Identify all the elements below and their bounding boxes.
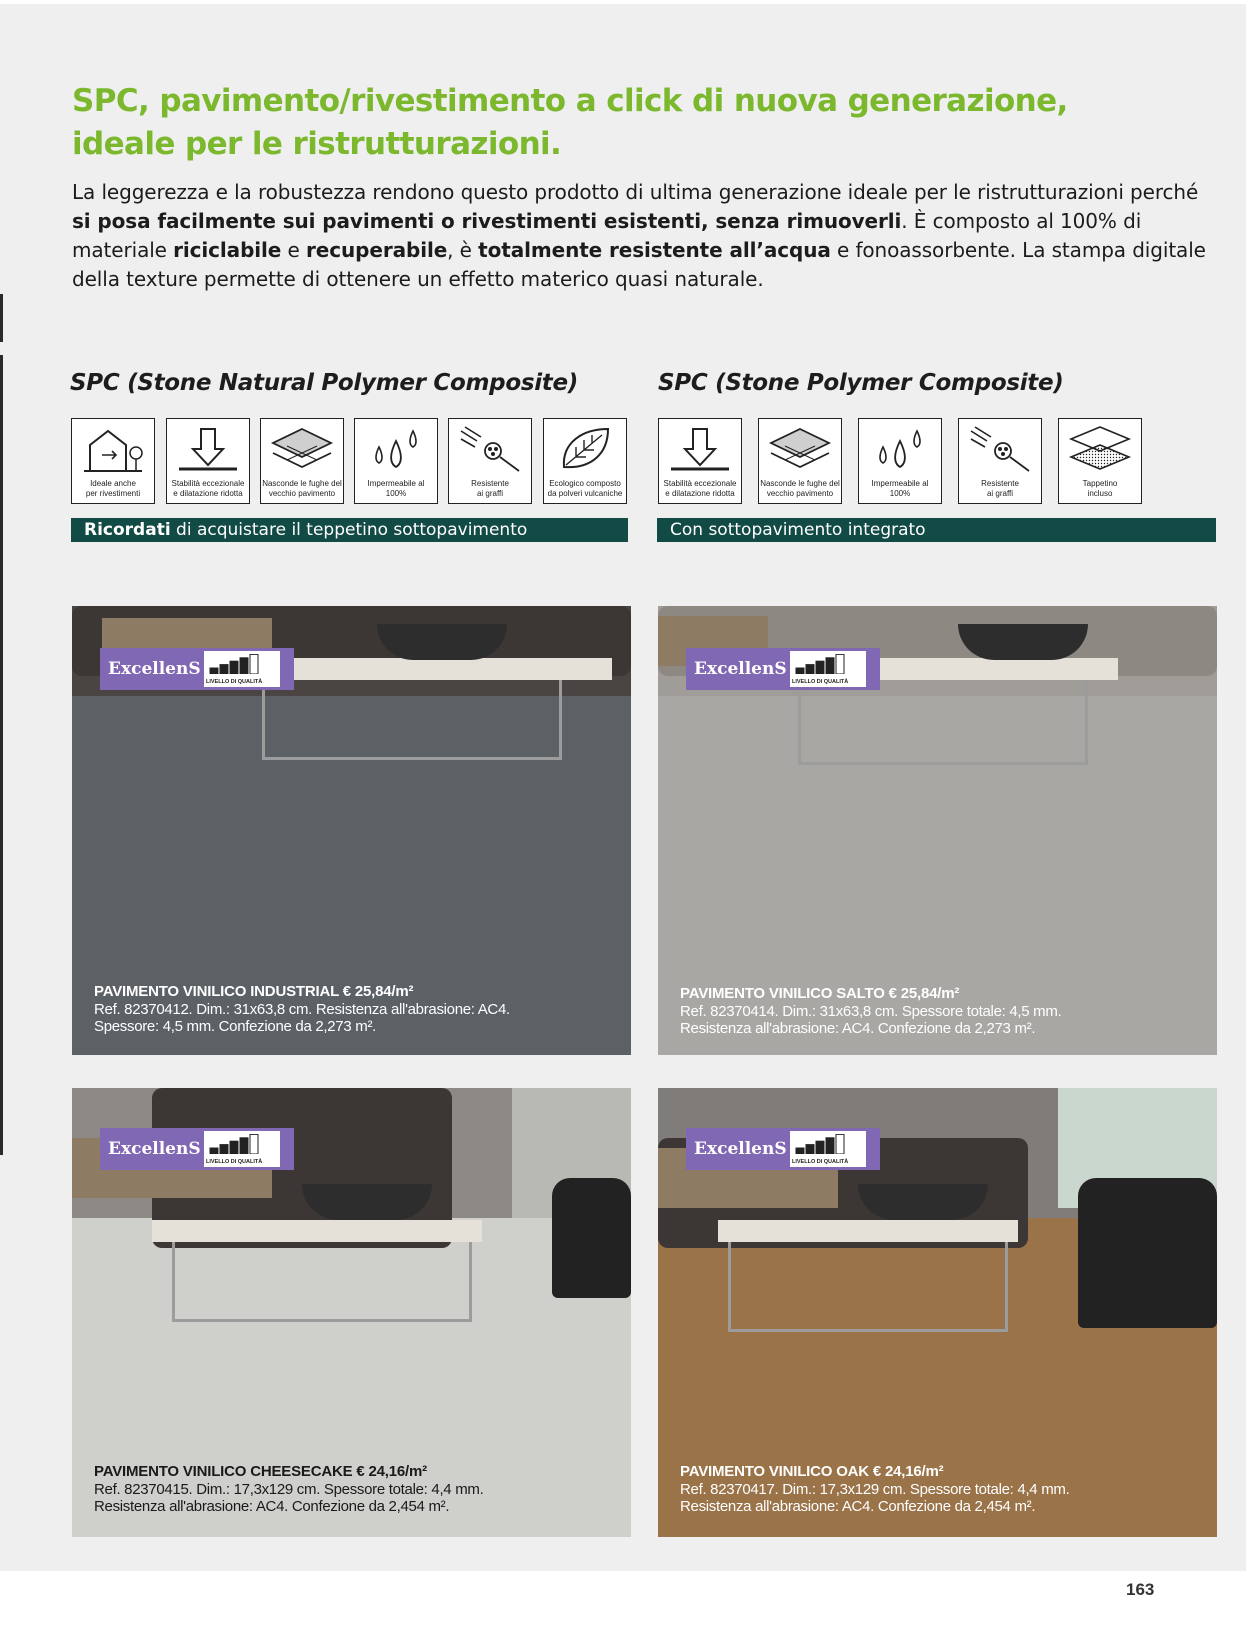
quality-bar	[210, 1148, 218, 1154]
table-legs	[728, 1242, 1008, 1332]
feature-waterproof	[354, 418, 438, 504]
quality-bar	[836, 1134, 844, 1154]
feature-label: per rivestimenti	[85, 489, 141, 498]
page-number: 163	[1126, 1580, 1155, 1599]
product-name: PAVIMENTO VINILICO OAK € 24,16/m²	[680, 1463, 944, 1480]
intro-bold: si posa facilmente sui pavimenti o rivestimenti esistenti, senza rimuoverli	[72, 209, 902, 233]
feature-scratch	[958, 418, 1042, 504]
intro-text: La leggerezza e la robustezza rendono questo prodotto di ultima generazione ideale per le ristrutturazioni perché	[72, 180, 1199, 204]
product-desc: Ref. 82370414. Dim.: 31x63,8 cm. Spessore totale: 4,5 mm.	[680, 1003, 1062, 1020]
title-line-1: SPC, pavimento/rivestimento a click di nuova generazione,	[72, 83, 1068, 119]
paw-scratch-icon	[967, 423, 1033, 475]
excellens-badge	[686, 648, 880, 690]
armchair	[552, 1178, 631, 1298]
feature-label: Stabilità eccezionale	[171, 479, 245, 488]
feature-hide-joints	[260, 418, 344, 504]
product-caption	[94, 1462, 617, 1515]
feature-wall	[71, 418, 155, 504]
product-card-salto	[658, 606, 1217, 1055]
quality-level	[204, 651, 280, 687]
quality-bar	[230, 1141, 238, 1154]
quality-bar	[796, 668, 804, 674]
paw-scratch-icon	[457, 423, 523, 475]
right-info-band	[657, 518, 1216, 542]
feature-stability	[166, 418, 250, 504]
house-wall-icon	[80, 423, 146, 475]
arrow-down-stability-icon	[667, 423, 733, 475]
product-caption	[680, 1462, 1203, 1515]
product-desc: Spessore: 4,5 mm. Confezione da 2,273 m².	[94, 1018, 377, 1035]
table-legs	[172, 1242, 472, 1322]
quality-bars-icon	[208, 1134, 262, 1154]
decor-bowl	[302, 1184, 432, 1220]
feature-scratch	[448, 418, 532, 504]
feature-label: 100%	[385, 489, 407, 498]
product-desc: Ref. 82370417. Dim.: 17,3x129 cm. Spessore totale: 4,4 mm.	[680, 1481, 1070, 1498]
feature-waterproof	[858, 418, 942, 504]
coffee-table	[718, 1220, 1018, 1242]
badge-brand: ExcellenS	[694, 1139, 787, 1159]
edge-marker	[0, 355, 3, 1155]
feature-stability	[658, 418, 742, 504]
left-section-heading: SPC (Stone Natural Polymer Composite)	[70, 370, 578, 396]
intro-text: , è	[447, 238, 479, 262]
quality-bar	[826, 658, 834, 674]
feature-label: e dilatazione ridotta	[173, 489, 243, 498]
quality-bar	[250, 654, 258, 674]
quality-bars-icon	[208, 654, 262, 674]
quality-level	[204, 1131, 280, 1167]
quality-bar	[806, 665, 814, 674]
badge-brand: ExcellenS	[694, 659, 787, 679]
quality-bar	[220, 1145, 228, 1154]
armchair	[1078, 1178, 1217, 1328]
excellens-badge	[100, 1128, 294, 1170]
feature-underlay	[1058, 418, 1142, 504]
right-section-heading: SPC (Stone Polymer Composite)	[658, 370, 1064, 396]
feature-label: da polveri vulcaniche	[547, 489, 623, 498]
layers-icon	[269, 423, 335, 475]
quality-level	[790, 651, 866, 687]
band-text: di acquistare il teppetino sottopavimento	[170, 520, 528, 540]
feature-label: Ideale anche	[90, 479, 136, 488]
feature-hide-joints	[758, 418, 842, 504]
quality-bars-icon	[794, 1134, 848, 1154]
excellens-badge	[100, 648, 294, 690]
product-desc: Ref. 82370412. Dim.: 31x63,8 cm. Resistenza all'abrasione: AC4.	[94, 1001, 510, 1018]
product-caption	[680, 984, 1203, 1037]
water-drops-icon	[867, 423, 933, 475]
feature-label: ai graffi	[986, 489, 1014, 498]
product-desc: Resistenza all'abrasione: AC4. Confezione da 2,273 m².	[680, 1020, 1036, 1037]
product-name: PAVIMENTO VINILICO SALTO € 25,84/m²	[680, 985, 960, 1002]
quality-level	[790, 1131, 866, 1167]
decor-bowl	[377, 624, 507, 660]
title-line-2: ideale per le ristrutturazioni.	[72, 126, 562, 162]
water-drops-icon	[363, 423, 429, 475]
layers-icon	[767, 423, 833, 475]
quality-bars-icon	[794, 654, 848, 674]
feature-label: e dilatazione ridotta	[665, 489, 735, 498]
quality-bar	[240, 1138, 248, 1154]
quality-bar	[816, 661, 824, 674]
feature-label: Resistente	[471, 479, 509, 488]
product-card-industrial	[72, 606, 631, 1055]
quality-bar	[836, 654, 844, 674]
underlay-mat-icon	[1067, 423, 1133, 475]
quality-bar	[220, 665, 228, 674]
quality-bar	[806, 1145, 814, 1154]
feature-label: Stabilità eccezionale	[663, 479, 737, 488]
feature-label: Ecologico composto	[549, 479, 621, 488]
feature-label: Impermeabile al	[871, 479, 929, 488]
decor-bowl	[858, 1184, 988, 1220]
intro-text: e	[281, 238, 307, 262]
product-card-cheesecake	[72, 1088, 631, 1537]
quality-bar	[826, 1138, 834, 1154]
intro-paragraph	[72, 178, 1212, 294]
edge-marker	[0, 294, 3, 342]
badge-brand: ExcellenS	[108, 659, 201, 679]
band-bold: Ricordati	[84, 520, 171, 540]
band-text: Con sottopavimento integrato	[670, 520, 926, 540]
quality-bar	[240, 658, 248, 674]
quality-label: LIVELLO DI QUALITÀ	[792, 679, 849, 685]
intro-bold: riciclabile	[173, 238, 282, 262]
quality-bar	[250, 1134, 258, 1154]
feature-label: vecchio pavimento	[268, 489, 336, 498]
feature-label: vecchio pavimento	[766, 489, 834, 498]
product-desc: Resistenza all'abrasione: AC4. Confezione da 2,454 m².	[680, 1498, 1036, 1515]
quality-bar	[230, 661, 238, 674]
product-name: PAVIMENTO VINILICO INDUSTRIAL € 25,84/m²	[94, 983, 414, 1000]
coffee-table	[152, 1220, 482, 1242]
quality-bar	[816, 1141, 824, 1154]
quality-label: LIVELLO DI QUALITÀ	[792, 1159, 849, 1165]
leaf-icon	[552, 423, 618, 475]
quality-bar	[796, 1148, 804, 1154]
product-desc: Ref. 82370415. Dim.: 17,3x129 cm. Spessore totale: 4,4 mm.	[94, 1481, 484, 1498]
feature-label: Nasconde le fughe del	[262, 479, 342, 488]
product-desc: Resistenza all'abrasione: AC4. Confezione da 2,454 m².	[94, 1498, 450, 1515]
intro-text: . È composto al 100% di materiale	[72, 209, 1142, 262]
table-legs	[262, 680, 562, 760]
intro-text: e fonoassorbente. La stampa digitale della texture permette di ottenere un effetto materico quasi naturale.	[72, 238, 1206, 291]
left-info-band	[71, 518, 628, 542]
feature-label: Resistente	[981, 479, 1019, 488]
product-name: PAVIMENTO VINILICO CHEESECAKE € 24,16/m²	[94, 1463, 427, 1480]
feature-label: incluso	[1087, 489, 1113, 498]
product-card-oak	[658, 1088, 1217, 1537]
decor-bowl	[958, 624, 1088, 660]
feature-ecological	[543, 418, 627, 504]
badge-brand: ExcellenS	[108, 1139, 201, 1159]
excellens-badge	[686, 1128, 880, 1170]
intro-bold: totalmente resistente all’acqua	[478, 238, 831, 262]
feature-label: ai graffi	[476, 489, 504, 498]
quality-label: LIVELLO DI QUALITÀ	[206, 679, 263, 685]
feature-label: Impermeabile al	[367, 479, 425, 488]
arrow-down-stability-icon	[175, 423, 241, 475]
feature-label: Tappetino	[1082, 479, 1118, 488]
product-caption	[94, 982, 617, 1035]
table-legs	[798, 680, 1088, 765]
quality-label: LIVELLO DI QUALITÀ	[206, 1159, 263, 1165]
feature-label: 100%	[889, 489, 911, 498]
page-title	[72, 80, 1192, 166]
quality-bar	[210, 668, 218, 674]
intro-bold: recuperabile	[306, 238, 448, 262]
feature-label: Nasconde le fughe del	[760, 479, 840, 488]
